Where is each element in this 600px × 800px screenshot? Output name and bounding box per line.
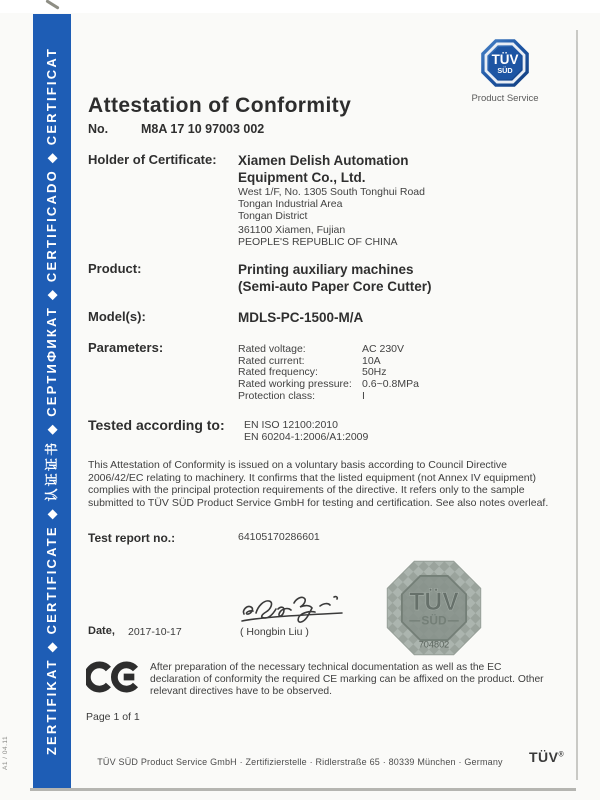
- holder-name-line1: Xiamen Delish Automation: [238, 153, 409, 168]
- date-label: Date,: [88, 625, 115, 637]
- ce-declaration-text: After preparation of the necessary technical documentation as well as the EC declaration of conformity the required CE marking can be affixed on the product. Other relevant directives have to be observed.: [150, 662, 544, 698]
- address-line: PEOPLE'S REPUBLIC OF CHINA: [238, 236, 398, 249]
- parameter-value: 10A: [362, 354, 381, 367]
- parameter-name: Rated current:: [238, 354, 305, 367]
- parameter-value: 50Hz: [362, 366, 387, 379]
- standard-item: EN 60204-1:2006/A1:2009: [244, 430, 369, 443]
- tuv-sud-logo-icon: [477, 35, 533, 91]
- footer-tuv-logo: [529, 749, 564, 765]
- product-line1: Printing auxiliary machines: [238, 262, 414, 277]
- parameter-value: 0.6~0.8MPa: [362, 378, 419, 391]
- standards-list: [244, 420, 368, 444]
- seal-serial-number: 704802: [418, 639, 450, 650]
- certificate-number: M8A 17 10 97003 002: [141, 122, 265, 136]
- parameter-name: Rated voltage:: [238, 343, 306, 355]
- holder-name: [238, 152, 409, 186]
- seal-sud-text: SÜD: [421, 613, 447, 628]
- parameter-name: Rated frequency:: [238, 366, 318, 379]
- parameter-row: [238, 344, 488, 356]
- scan-right-edge: [576, 30, 578, 780]
- parameter-name: Protection class:: [238, 389, 316, 402]
- parameter-row: [238, 391, 488, 403]
- address-line: Tongan District: [238, 209, 308, 222]
- signature-icon: [238, 588, 348, 630]
- product-label: Product:: [88, 261, 142, 276]
- product-line2: (Semi-auto Paper Core Cutter): [238, 279, 432, 294]
- standard-item: EN ISO 12100:2010: [244, 419, 338, 431]
- holder-address: [238, 187, 425, 249]
- logo-tuv-text: TÜV: [491, 52, 519, 68]
- test-report-label: Test report no.:: [88, 531, 176, 545]
- certificate-band-text: ZERTIFIKAT ◆ CERTIFICATE ◆ 认证证书 ◆ СЕРТИФИКАТ ◆ CERTIFICADO ◆ CERTIFICAT: [44, 46, 59, 756]
- model-label: Model(s):: [88, 309, 146, 324]
- holder-label: Holder of Certificate:: [88, 152, 217, 167]
- parameter-value: I: [362, 389, 365, 402]
- scan-bottom-edge: [30, 788, 576, 791]
- page-number: Page 1 of 1: [86, 711, 140, 723]
- signer-name: ( Hongbin Liu ): [240, 626, 309, 638]
- certificate-number-label: No.: [88, 122, 109, 136]
- parameters-label: Parameters:: [88, 340, 164, 355]
- date-value: 2017-10-17: [128, 626, 182, 638]
- certificate-number-row: [88, 122, 265, 136]
- parameter-name: Rated working pressure:: [238, 378, 352, 391]
- holder-name-line2: Equipment Co., Ltd.: [238, 170, 366, 185]
- address-line: Tongan Industrial Area: [238, 197, 343, 210]
- registered-mark: ®: [558, 751, 565, 759]
- seal-tuv-text: TÜV: [409, 588, 459, 616]
- parameter-value: AC 230V: [362, 343, 405, 355]
- address-line: West 1/F, No. 1305 South Tonghui Road: [238, 186, 425, 198]
- page-title: Attestation of Conformity: [88, 94, 352, 117]
- footer-tuv-text: TÜV: [529, 749, 559, 765]
- logo-sud-text: SÜD: [497, 66, 513, 76]
- ce-mark-icon: [86, 661, 144, 693]
- footer-address: TÜV SÜD Product Service GmbH · Zertifizierstelle · Ridlerstraße 65 · 80339 München · Germany: [97, 757, 503, 767]
- form-revision-note: A1 / 04.11: [2, 735, 9, 770]
- test-report-number: 64105170286601: [238, 531, 320, 543]
- logo-caption: Product Service: [471, 93, 539, 104]
- address-line: 361100 Xiamen, Fujian: [238, 224, 346, 237]
- scan-top-margin: [0, 0, 600, 13]
- tested-label: Tested according to:: [88, 417, 225, 433]
- conformity-statement: This Attestation of Conformity is issued on a voluntary basis according to Council Directive 2006/42/EC relating to machinery. It confirms that the listed equipment (not Annex IV equipment) complies with the principal protection requirements of the directive. It refers only to the sample submitted to TÜV SÜD Product Service GmbH for testing and certification. See also notes overleaf.: [88, 459, 549, 509]
- product-value: [238, 261, 432, 295]
- tuv-hologram-seal-icon: [379, 553, 489, 663]
- model-value: MDLS-PC-1500-M/A: [238, 310, 364, 325]
- parameters-table: [238, 344, 488, 403]
